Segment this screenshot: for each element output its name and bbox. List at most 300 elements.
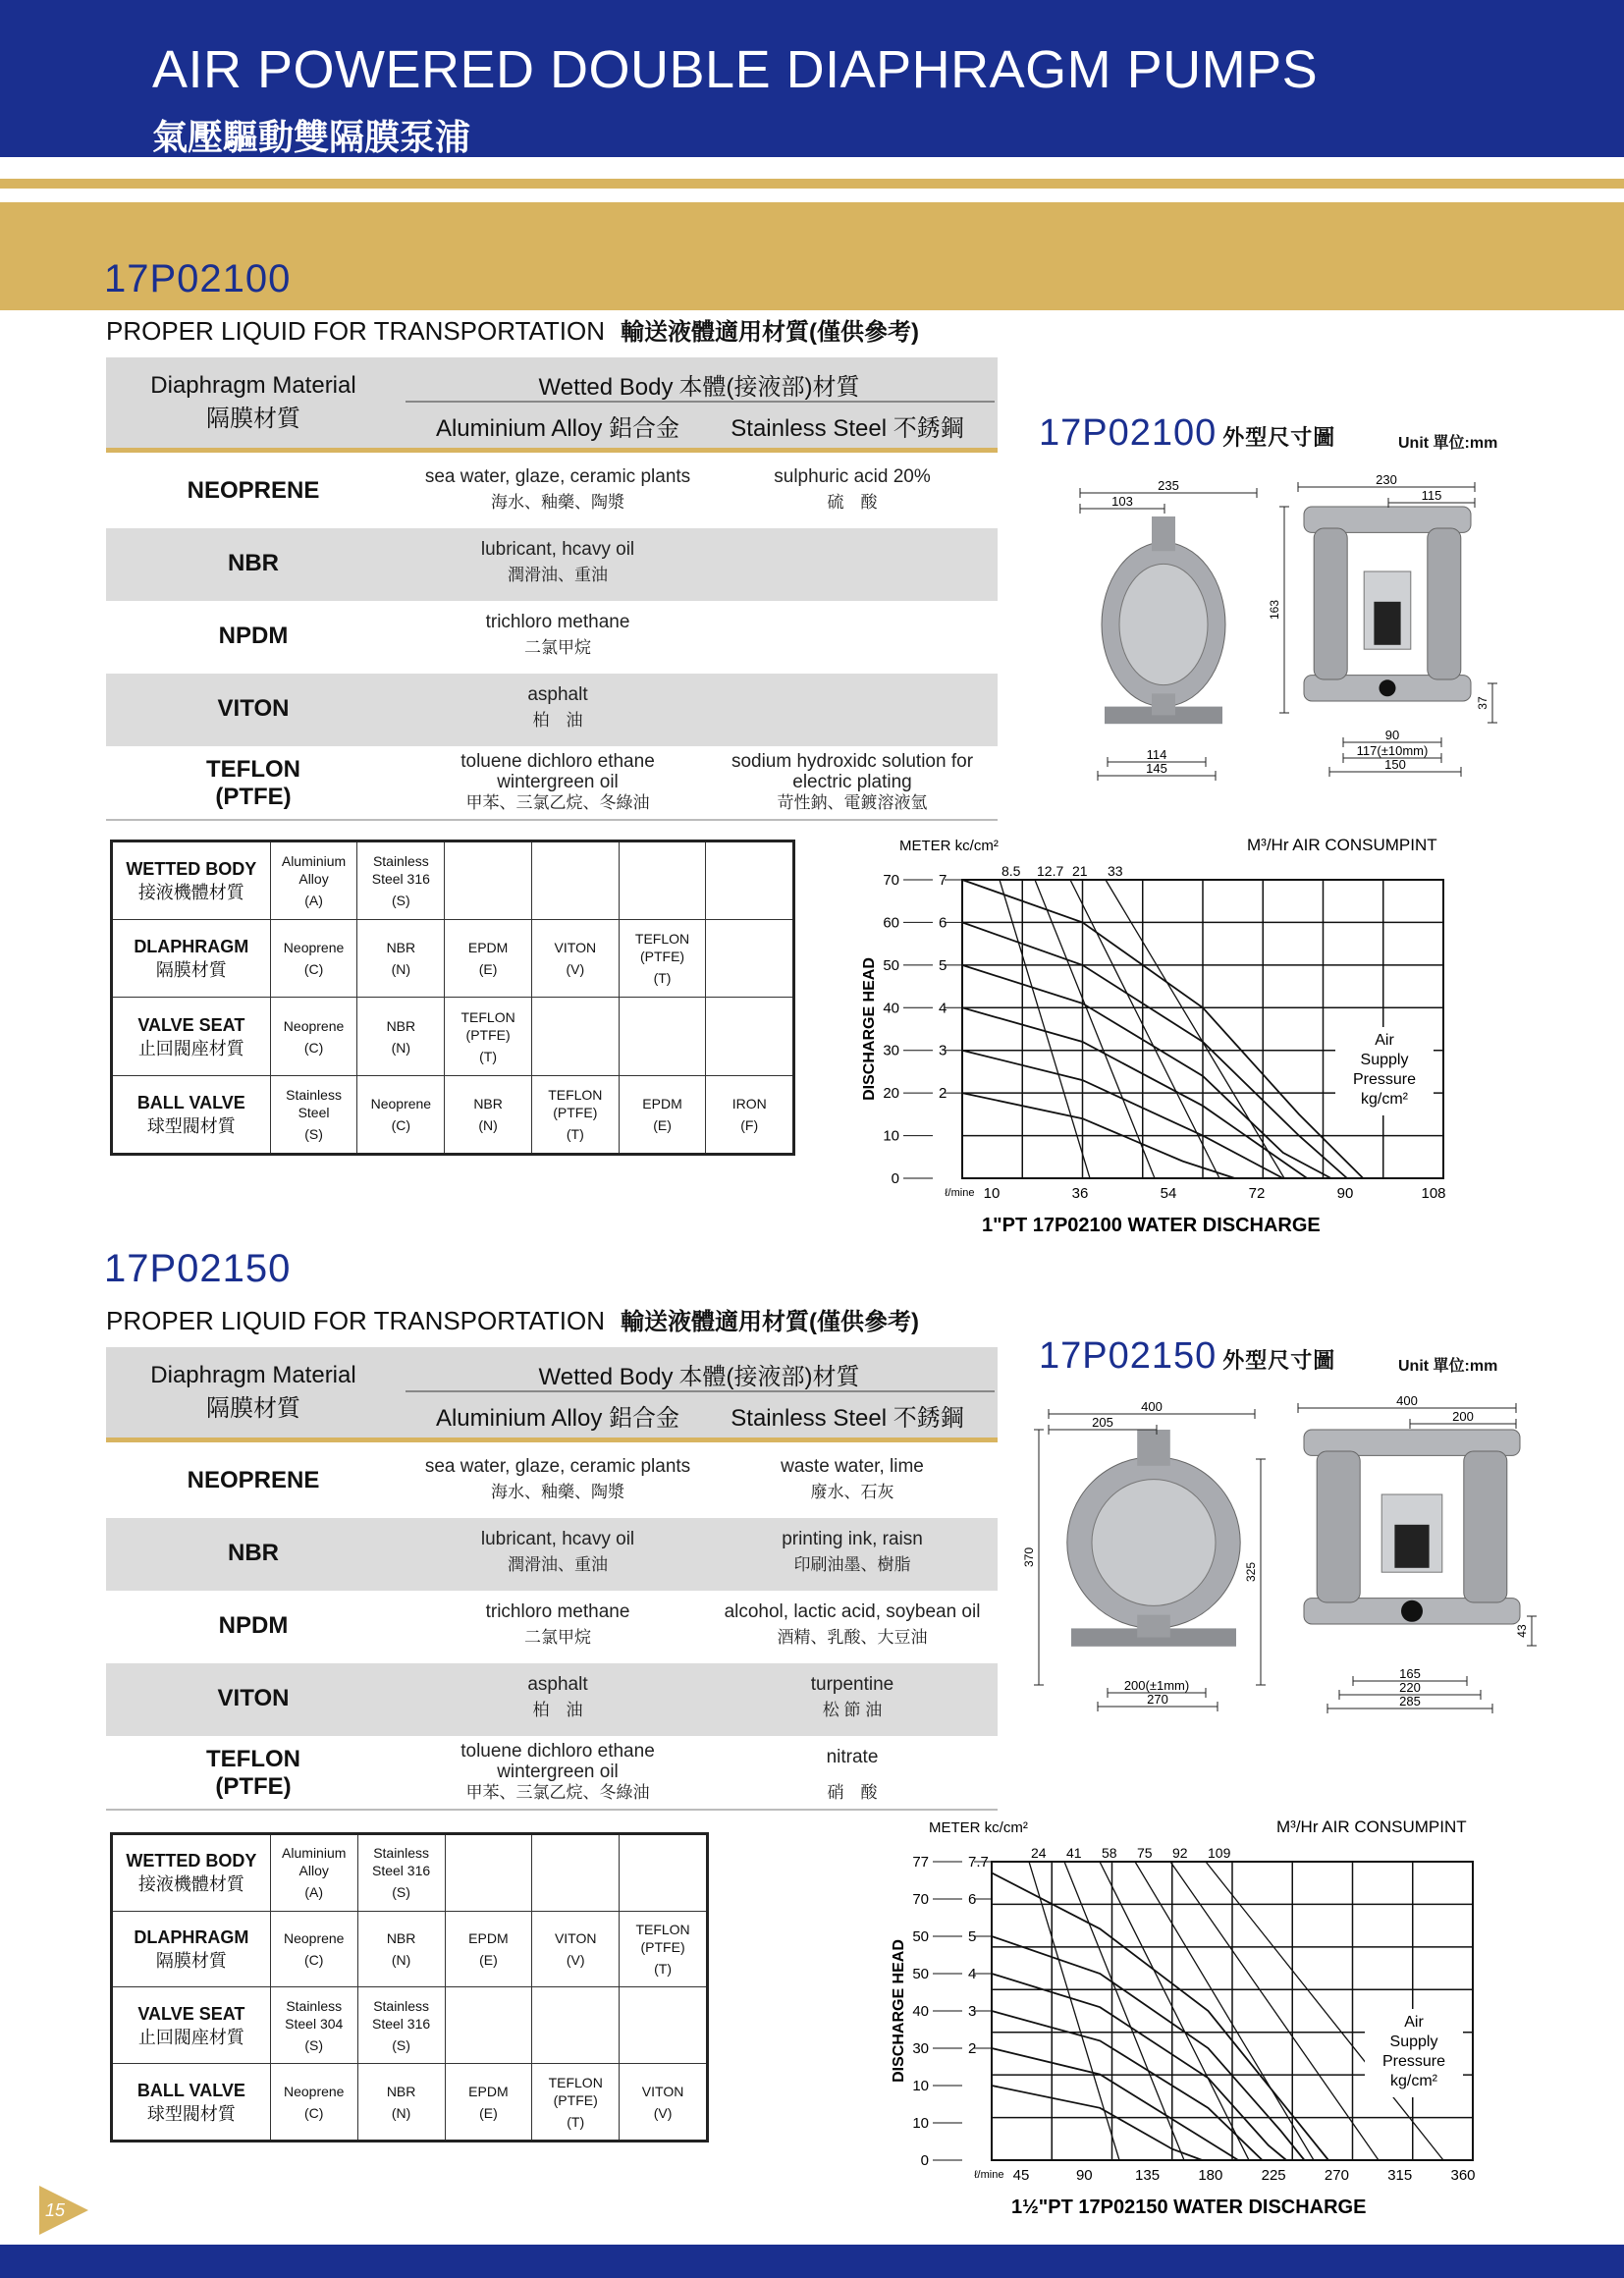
ss-use: printing ink, raisn (782, 1529, 923, 1549)
option-line: (N) (391, 1039, 411, 1056)
y-tick-label: 10 (912, 2078, 929, 2094)
pump-side-photo (1304, 1430, 1520, 1624)
material-option (270, 2064, 357, 2142)
option-line: (PTFE) (639, 949, 685, 965)
option-line: VITON (554, 1930, 597, 1947)
table-row (106, 1591, 998, 1663)
y2-tick-label: 6 (968, 1891, 977, 1908)
dimension-line (1098, 1692, 1218, 1711)
option-line: (V) (566, 1952, 585, 1969)
dimension-label: 165 (1399, 1666, 1421, 1681)
material-option (531, 1075, 619, 1154)
ss-use: sodium hydroxidc solution for (731, 751, 974, 772)
option-line: Neoprene (283, 940, 345, 956)
option-line: EPDM (468, 2083, 509, 2099)
air-curve-label: 58 (1102, 1845, 1117, 1861)
option-line: TEFLON (634, 931, 690, 948)
option-line: Neoprene (283, 2083, 345, 2099)
alu-use-2: wintergreen oil (497, 772, 619, 792)
material-option (357, 1834, 445, 1912)
wetted-body-header: Wetted Body 本體(接液部)材質 (538, 1364, 860, 1390)
option-line: (N) (391, 2104, 411, 2121)
option-line: (C) (303, 1039, 324, 1056)
air-consumption-label: M³/Hr AIR CONSUMPINT (1276, 1817, 1467, 1836)
model-heading: 17P02100 (104, 257, 292, 300)
material-option (270, 1834, 357, 1912)
material-option (270, 1987, 357, 2064)
ylabel-units: METER kc/cm² (899, 838, 999, 854)
material-name: TEFLON (206, 1746, 300, 1772)
material-option (706, 841, 794, 920)
material-label: DLAPHRAGM 隔膜材質 (112, 1911, 271, 1987)
material-label: DLAPHRAGM 隔膜材質 (112, 920, 271, 998)
alu-use: sea water, glaze, ceramic plants (424, 466, 691, 487)
pressure-curve (992, 1936, 1305, 2160)
y-tick-label: 50 (912, 1966, 929, 1982)
material-name: TEFLON (206, 756, 300, 783)
chart-title: 1½"PT 17P02150 WATER DISCHARGE (1011, 2197, 1367, 2218)
option-line: (T) (567, 2113, 585, 2130)
ss-use: nitrate (826, 1747, 879, 1767)
material-row (112, 1987, 708, 2064)
option-line: (T) (479, 1048, 498, 1064)
aluminium-header: Aluminium Alloy 鋁合金 (435, 1405, 680, 1432)
dimension-line (1268, 507, 1289, 713)
material-option (445, 1834, 532, 1912)
alu-use: asphalt (527, 1674, 588, 1695)
dimension-label: 230 (1376, 472, 1397, 487)
option-line: (C) (304, 1952, 324, 1969)
material-name-2: (PTFE) (215, 784, 292, 810)
option-line: Neoprene (370, 1095, 432, 1112)
option-line: Stainless (286, 1997, 343, 2014)
dimension-label: 235 (1158, 478, 1179, 493)
x-tick-label: 54 (1160, 1185, 1177, 1202)
material-option (706, 920, 794, 998)
option-line: Neoprene (283, 1017, 345, 1034)
material-option (357, 1911, 445, 1987)
material-option (445, 1987, 532, 2064)
x-tick-label: 225 (1261, 2167, 1286, 2184)
table-row (106, 456, 998, 528)
pressure-curve (992, 2011, 1263, 2160)
material-option (619, 841, 706, 920)
option-line: Alloy (298, 871, 329, 888)
option-line: TEFLON (548, 1086, 603, 1103)
air-curve-label: 33 (1108, 863, 1123, 879)
annotation-text: Pressure (1352, 1071, 1417, 1088)
option-line: (E) (478, 961, 498, 978)
alu-use-zh: 甲苯、三氯乙烷、冬綠油 (465, 1783, 650, 1802)
air-curve-label: 75 (1137, 1845, 1153, 1861)
y-tick-label: 70 (883, 872, 899, 889)
material-row (112, 998, 794, 1075)
dimension-line (1080, 478, 1257, 498)
dimension-label: 145 (1146, 761, 1167, 776)
option-line: Stainless (372, 853, 429, 870)
air-curve-label: 8.5 (1001, 863, 1021, 879)
option-line: (S) (304, 2036, 324, 2053)
x-tick-label: 36 (1071, 1185, 1089, 1202)
option-line: Steel (298, 1104, 330, 1120)
air-curve (1000, 880, 1090, 1178)
proper-liquid-heading: PROPER LIQUID FOR TRANSPORTATION 輸送液體適用材質(僅供參考) (106, 1306, 920, 1335)
diaphragm-header: Diaphragm Material (150, 372, 356, 399)
option-line: Alloy (298, 1863, 329, 1879)
material-option (270, 920, 357, 998)
dimension-label: 220 (1399, 1680, 1421, 1695)
option-line: (C) (391, 1116, 411, 1133)
material-row (112, 1075, 794, 1154)
ss-use: waste water, lime (781, 1456, 924, 1477)
material-option (445, 998, 532, 1075)
alu-use-zh: 海水、釉藥、陶漿 (491, 493, 624, 512)
table-row (106, 1445, 998, 1518)
y-tick-label: 70 (912, 1891, 929, 1908)
air-curve-label: 12.7 (1037, 863, 1064, 879)
option-line: TEFLON (548, 2074, 603, 2090)
x-tick-label: 90 (1336, 1185, 1354, 1202)
y2-tick-label: 5 (939, 956, 947, 974)
alu-use-zh: 甲苯、三氯乙烷、冬綠油 (465, 793, 650, 812)
page-number-badge (39, 2186, 90, 2235)
dimension-block (1022, 1335, 1589, 1728)
option-line: Aluminium (281, 853, 347, 870)
y-tick-label: 0 (920, 2152, 929, 2169)
option-line: VITON (641, 2083, 684, 2099)
y2-tick-label: 2 (939, 1085, 947, 1103)
material-option (357, 2064, 445, 2142)
option-line: (E) (479, 1952, 498, 1969)
air-curve-label: 21 (1072, 863, 1088, 879)
material-name: VITON (217, 1685, 290, 1711)
material-option (706, 998, 794, 1075)
table-row (106, 601, 998, 674)
aluminium-header: Aluminium Alloy 鋁合金 (435, 415, 680, 442)
unit-label: Unit 單位:mm (1398, 435, 1498, 452)
option-line: (C) (303, 961, 324, 978)
dimension-drawing (1039, 467, 1589, 821)
y2-tick-label: 3 (968, 2003, 977, 2020)
page-footer (0, 2245, 1624, 2278)
option-line: (PTFE) (640, 1939, 685, 1956)
material-label: BALL VALVE 球型閥材質 (112, 1075, 271, 1154)
chart-title: 1"PT 17P02100 WATER DISCHARGE (982, 1215, 1321, 1236)
material-option (706, 1075, 794, 1154)
x-tick-label: 270 (1324, 2167, 1349, 2184)
alu-use: toluene dichloro ethane (460, 1741, 655, 1762)
alu-use-zh: 海水、釉藥、陶漿 (491, 1483, 624, 1501)
option-line: TEFLON (635, 1922, 690, 1938)
option-line: EPDM (468, 1930, 509, 1947)
option-line: (S) (304, 1125, 323, 1142)
material-option (357, 1987, 445, 2064)
dimension-label: 200 (1452, 1409, 1474, 1424)
dimension-line (1049, 1399, 1255, 1419)
material-option (531, 841, 619, 920)
material-option (357, 841, 445, 920)
y-axis-label: DISCHARGE HEAD (891, 1939, 907, 2083)
table-row (106, 746, 998, 819)
dimension-drawing (1022, 1390, 1589, 1744)
air-curve (1135, 1862, 1314, 2160)
dimension-label: 400 (1141, 1399, 1163, 1414)
material-name: NBR (228, 550, 279, 576)
option-line: Steel 316 (372, 1863, 431, 1879)
ss-use: sulphuric acid 20% (774, 466, 931, 487)
dimension-line (1388, 488, 1475, 508)
material-name: NPDM (218, 623, 289, 649)
y2-tick-label: 7 (939, 872, 947, 889)
alu-use-zh: 柏 油 (532, 711, 583, 730)
material-row (112, 1911, 708, 1987)
option-line: (A) (304, 1884, 324, 1901)
pressure-curve (962, 1051, 1283, 1178)
dimension-line (1410, 1409, 1516, 1429)
material-option (532, 1911, 620, 1987)
option-line: (S) (392, 2036, 410, 2053)
diaphragm-header: Diaphragm Material (150, 1362, 356, 1388)
option-line: NBR (386, 1930, 416, 1947)
option-line: NBR (386, 1017, 416, 1034)
dimension-label: 370 (1022, 1546, 1036, 1568)
x-tick-label: 72 (1248, 1185, 1266, 1202)
table-row (106, 1663, 998, 1736)
air-curve (1035, 880, 1155, 1178)
option-line: (PTFE) (465, 1026, 511, 1043)
dimension-title: 17P02100 外型尺寸圖 (1039, 412, 1336, 454)
option-line: (A) (304, 893, 323, 909)
discharge-chart (884, 1807, 1512, 2219)
x-unit: ℓ/mine (945, 1187, 975, 1199)
annotation-text: Supply (1389, 2034, 1438, 2050)
material-option (532, 1987, 620, 2064)
diaphragm-header-zh: 隔膜材質 (206, 406, 300, 432)
material-option (445, 2064, 532, 2142)
x-tick-label: 108 (1421, 1185, 1446, 1202)
y-tick-label: 40 (883, 1000, 899, 1017)
option-line: Stainless (373, 1997, 429, 2014)
pump-side-photo (1304, 507, 1471, 701)
table-row (106, 1736, 998, 1809)
dimension-line (1080, 494, 1164, 514)
ss-use: turpentine (810, 1674, 894, 1695)
y2-tick-label: 5 (968, 1928, 977, 1945)
option-line: (N) (391, 1952, 411, 1969)
table-row (106, 528, 998, 601)
dimension-line (1098, 761, 1216, 781)
annotation-text: kg/cm² (1390, 2073, 1437, 2089)
dimension-line (1327, 1694, 1492, 1713)
divider (406, 401, 995, 403)
dimension-label: 117(±10mm) (1356, 743, 1429, 758)
option-line: (T) (566, 1125, 584, 1142)
dimension-label: 270 (1147, 1692, 1168, 1707)
pump-front-photo (1102, 516, 1225, 724)
x-tick-label: 90 (1075, 2167, 1093, 2184)
alu-use-2: wintergreen oil (497, 1762, 619, 1782)
annotation-text: kg/cm² (1361, 1091, 1408, 1108)
material-label: WETTED BODY 接液機體材質 (112, 1834, 271, 1912)
material-option (445, 1911, 532, 1987)
option-line: (V) (566, 961, 585, 978)
air-curve-label: 41 (1066, 1845, 1082, 1861)
y-tick-label: 0 (891, 1170, 899, 1187)
y-tick-label: 10 (883, 1127, 899, 1145)
option-line: Steel 316 (371, 871, 430, 888)
option-line: (E) (653, 1116, 672, 1133)
model-heading: 17P02150 (104, 1247, 292, 1290)
option-line: Stainless (286, 1086, 342, 1103)
alu-use-zh: 柏 油 (532, 1701, 583, 1719)
option-line: Steel 316 (372, 2015, 431, 2032)
option-line: (C) (304, 2104, 324, 2121)
air-curve (1170, 1862, 1379, 2160)
option-line: Steel 304 (285, 2015, 344, 2032)
ss-use-zh: 印刷油墨、樹脂 (793, 1555, 911, 1574)
discharge-chart (854, 825, 1483, 1237)
option-line: NBR (473, 1095, 503, 1112)
option-line: EPDM (642, 1095, 682, 1112)
material-option (445, 841, 532, 920)
dimension-label: 285 (1399, 1694, 1421, 1708)
material-row (112, 841, 794, 920)
dimension-title: 17P02150 外型尺寸圖 (1039, 1335, 1336, 1377)
x-tick-label: 315 (1387, 2167, 1413, 2184)
alu-use: trichloro methane (485, 1601, 630, 1622)
unit-label: Unit 單位:mm (1398, 1358, 1498, 1375)
option-line: NBR (386, 2083, 416, 2099)
material-option (357, 1075, 445, 1154)
option-line: (E) (479, 2104, 498, 2121)
alu-use-zh: 潤滑油、重油 (508, 566, 608, 584)
material-name: NEOPRENE (187, 477, 320, 504)
option-line: (S) (392, 893, 410, 909)
proper-liquid-heading: PROPER LIQUID FOR TRANSPORTATION 輸送液體適用材質(僅供參考) (106, 316, 920, 346)
table-row (106, 674, 998, 746)
y2-tick-label: 2 (968, 2040, 977, 2057)
y-tick-label: 77 (912, 1854, 929, 1871)
annotation-text: Pressure (1381, 2053, 1446, 2070)
alu-use: toluene dichloro ethane (460, 751, 655, 772)
page-subtitle: 氣壓驅動雙隔膜泵浦 (152, 117, 471, 157)
stainless-header: Stainless Steel 不銹鋼 (731, 1405, 964, 1432)
x-tick-label: 180 (1198, 2167, 1223, 2184)
ss-use: alcohol, lactic acid, soybean oil (724, 1601, 981, 1622)
material-option (619, 1075, 706, 1154)
pressure-curve (992, 2086, 1202, 2160)
option-line: TEFLON (460, 1008, 515, 1025)
wetted-body-header: Wetted Body 本體(接液部)材質 (538, 374, 860, 401)
alu-use: lubricant, hcavy oil (480, 539, 635, 560)
air-curve (1100, 1862, 1249, 2160)
option-line: (T) (653, 970, 672, 987)
material-row (112, 2064, 708, 2142)
gold-stripe (0, 179, 1624, 189)
material-label: VALVE SEAT 止回閥座材質 (112, 1987, 271, 2064)
dimension-line (1298, 1393, 1516, 1413)
material-name: VITON (217, 695, 290, 722)
divider (106, 819, 998, 821)
alu-use-zh: 二氯甲烷 (524, 1628, 591, 1647)
alu-use-zh: 二氯甲烷 (524, 638, 591, 657)
pump-front-photo (1067, 1430, 1240, 1647)
material-option (270, 841, 357, 920)
alu-use: sea water, glaze, ceramic plants (424, 1456, 691, 1477)
material-option (270, 1911, 357, 1987)
material-name: NBR (228, 1540, 279, 1566)
material-label: BALL VALVE 球型閥材質 (112, 2064, 271, 2142)
option-line: (V) (653, 2104, 673, 2121)
material-option (619, 920, 706, 998)
divider (406, 1390, 995, 1392)
alu-use: asphalt (527, 684, 588, 705)
option-line: Stainless (373, 1845, 429, 1862)
page-number: 15 (45, 2200, 66, 2220)
material-name-2: (PTFE) (215, 1773, 292, 1800)
dimension-label: 115 (1421, 488, 1442, 503)
x-tick-label: 360 (1450, 2167, 1476, 2184)
material-option (620, 1911, 708, 1987)
divider (106, 1809, 998, 1811)
annotation-text: Air (1375, 1032, 1394, 1049)
air-curve-label: 24 (1031, 1845, 1047, 1861)
material-option (445, 1075, 532, 1154)
option-line: EPDM (467, 940, 509, 956)
option-line: (T) (654, 1961, 672, 1978)
material-row (112, 920, 794, 998)
option-line: (N) (478, 1116, 498, 1133)
material-option (270, 1075, 357, 1154)
dimension-label: 114 (1146, 747, 1167, 762)
y-axis-label: DISCHARGE HEAD (861, 957, 878, 1101)
air-curve-label: 92 (1172, 1845, 1188, 1861)
alu-use-zh: 潤滑油、重油 (508, 1555, 608, 1574)
page-title: AIR POWERED DOUBLE DIAPHRAGM PUMPS (152, 40, 1319, 99)
alu-use: trichloro methane (485, 612, 630, 632)
dimension-label: 37 (1476, 696, 1489, 710)
dimension-line (1022, 1430, 1044, 1685)
ss-use-zh: 酒精、乳酸、大豆油 (777, 1628, 928, 1647)
ss-use-zh: 廢水、石灰 (810, 1483, 894, 1501)
y-tick-label: 40 (912, 2003, 929, 2020)
dimension-line (1244, 1459, 1266, 1685)
material-option (619, 998, 706, 1075)
y2-tick-label: 4 (939, 1000, 947, 1017)
dimension-label: 103 (1111, 494, 1133, 509)
annotation-text: Air (1404, 2014, 1424, 2031)
option-line: NBR (386, 940, 416, 956)
x-tick-label: 135 (1135, 2167, 1161, 2184)
material-option (620, 2064, 708, 2142)
option-line: VITON (554, 940, 597, 956)
page-header (0, 0, 1624, 157)
material-option (620, 1834, 708, 1912)
y-tick-label: 20 (883, 1085, 899, 1103)
ss-use-2: electric plating (792, 772, 912, 792)
y-tick-label: 50 (883, 956, 899, 974)
y-tick-label: 30 (883, 1042, 899, 1059)
material-name: NEOPRENE (187, 1467, 320, 1493)
option-line: Neoprene (283, 1930, 345, 1947)
air-curve-label: 109 (1208, 1845, 1231, 1861)
option-line: (N) (391, 961, 411, 978)
option-line: (S) (392, 1884, 410, 1901)
material-option (357, 920, 445, 998)
material-name: NPDM (218, 1612, 289, 1639)
ss-use-zh: 苛性鈉、電鍍溶液氫 (777, 793, 928, 812)
ss-use-zh: 硝 酸 (827, 1783, 878, 1802)
